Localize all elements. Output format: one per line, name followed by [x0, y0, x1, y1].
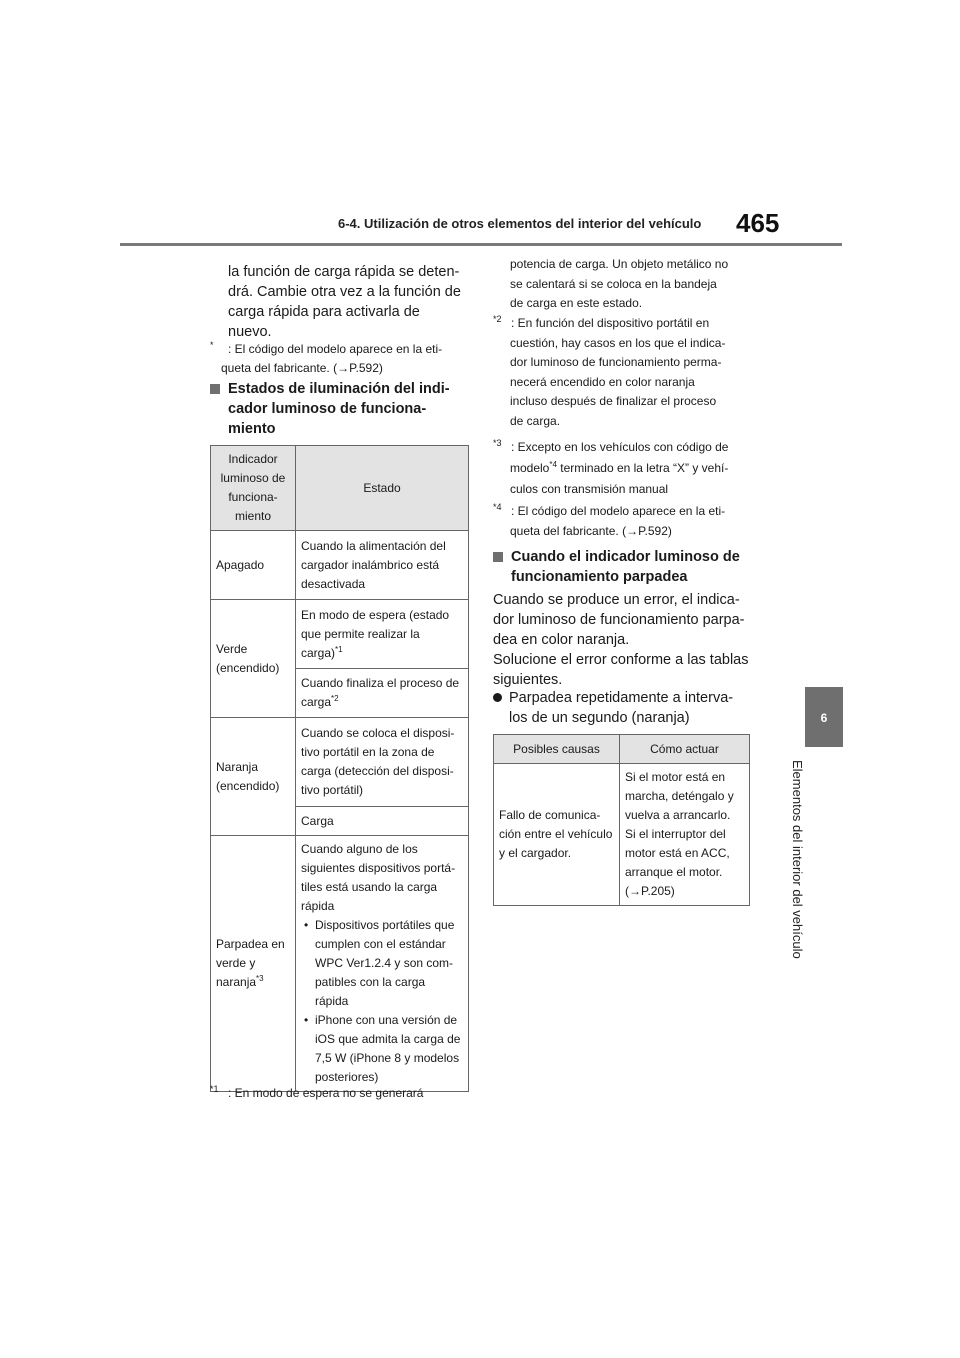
- list-item: • iPhone con una versión de iOS que admita la carga de 7,5 W (iPhone 8 y modelos posteriores): [301, 1011, 463, 1087]
- table-row: [211, 718, 469, 807]
- footnote-marker: *1: [210, 1084, 219, 1094]
- footnote-marker: *2: [493, 314, 502, 324]
- troubleshooting-table: [493, 734, 750, 906]
- footnote-text: queta del fabricante. (→P.592): [510, 523, 672, 538]
- table-row: [494, 764, 750, 906]
- table-header-causes: Posibles causas: [494, 735, 620, 764]
- table-row: [211, 531, 469, 600]
- table-header-action: Cómo actuar: [620, 735, 750, 764]
- footnote-3: [493, 437, 755, 500]
- table-header-state: Estado: [296, 446, 469, 531]
- indicator-states-table: [210, 445, 469, 1092]
- footnote-text: : El código del modelo aparece en la eti-: [511, 504, 726, 518]
- cause-cell: Fallo de comunica- ción entre el vehículo y el cargador.: [494, 764, 620, 906]
- state-desc: En modo de espera (estado que permite realizar la carga)$^{*1}$: [296, 600, 469, 669]
- section-heading-blinking: [493, 547, 755, 587]
- footnote-text: : En función del dispositivo portátil en: [511, 316, 710, 330]
- footnote-text: incluso después de finalizar el proceso: [510, 394, 717, 408]
- state-desc: Cuando alguno de los siguientes dispositivos portá- tiles está usando la carga rápida • Dispositivos portátiles que cumplen con el estándar WPC Ver1.2.4 y son com- patibles con la carga rápida • iPhone con una versión de iOS que admita la carga de 7,5 W (iPhone 8 y modelos posteriores): [296, 836, 469, 1092]
- state-label: Parpadea en verde y naranja$^{*3}$: [211, 836, 296, 1092]
- square-bullet-icon: [210, 384, 220, 394]
- section-heading-states: [210, 379, 472, 439]
- table-row: [211, 600, 469, 669]
- footnote-text: : En modo de espera no se generará: [228, 1086, 424, 1100]
- list-item: • Dispositivos portátiles que cumplen con el estándar WPC Ver1.2.4 y son com- patibles con la carga rápida: [301, 916, 463, 1011]
- state-desc: Cuando se coloca el disposi- tivo portátil en la zona de carga (detección del disposi- tivo portátil): [296, 718, 469, 807]
- text-line: dor luminoso de funcionamiento parpa-: [493, 612, 745, 628]
- footnote-text: modelo: [510, 461, 550, 475]
- text-line: la función de carga rápida se deten-: [228, 264, 460, 280]
- section-title: 6-4. Utilización de otros elementos del interior del vehículo: [338, 216, 702, 231]
- footnote-text: necerá encendido en color naranja: [510, 374, 695, 389]
- heading-line: Estados de iluminación del indi-: [228, 381, 450, 397]
- bullet-line: los de un segundo (naranja): [509, 710, 690, 726]
- table-header-indicator: Indicador luminoso de funciona- miento: [211, 446, 296, 531]
- page-number: 465: [736, 208, 780, 238]
- chapter-label: Elementos del interior del vehículo: [790, 760, 805, 959]
- footnote-marker: *3: [493, 438, 502, 448]
- footnote-text: de carga.: [510, 413, 561, 428]
- footnote-text: : Excepto en los vehículos con código de: [511, 440, 729, 454]
- state-label: Apagado: [211, 531, 296, 600]
- state-label: Naranja (encendido): [211, 718, 296, 836]
- footnote-4: [493, 502, 755, 541]
- footnote-text: queta del fabricante. (→P.592): [221, 361, 383, 375]
- text-line: Solucione el error conforme a las tablas: [493, 652, 749, 668]
- footnote-text: cuestión, hay casos en los que el indica-: [510, 335, 726, 350]
- text-line: se calentará si se coloca en la bandeja: [510, 276, 717, 291]
- text-line: Cuando se produce un error, el indica-: [493, 592, 740, 608]
- bullet-blinking-orange: [493, 688, 755, 728]
- state-desc: Cuando finaliza el proceso de carga$^{*2}$: [296, 669, 469, 718]
- footnote-text: dor luminoso de funcionamiento perma-: [510, 355, 722, 369]
- continued-paragraph: [228, 262, 473, 342]
- footnote-marker: *: [210, 340, 214, 350]
- footnote-marker: *4: [493, 502, 502, 512]
- text-line: nuevo.: [228, 324, 272, 340]
- heading-line: Cuando el indicador luminoso de: [511, 549, 740, 565]
- text-line: siguientes.: [493, 672, 563, 688]
- blinking-paragraph: [493, 590, 755, 690]
- round-bullet-icon: [493, 693, 502, 702]
- action-cell: Si el motor está en marcha, deténgalo y vuelva a arrancarlo. Si el interruptor del motor está en ACC, arranque el motor. (→P.205): [620, 764, 750, 906]
- heading-line: funcionamiento parpadea: [511, 569, 688, 585]
- text-line: drá. Cambie otra vez a la función de: [228, 284, 461, 300]
- square-bullet-icon: [493, 552, 503, 562]
- footnote-text: : El código del modelo aparece en la eti-: [228, 342, 443, 356]
- bullet-line: Parpadea repetidamente a interva-: [509, 690, 734, 706]
- footnote-star: [210, 340, 472, 378]
- footnote-1: [210, 1084, 472, 1103]
- text-line: dea en color naranja.: [493, 632, 630, 648]
- table-header-row: [494, 735, 750, 764]
- heading-line: cador luminoso de funciona-: [228, 401, 427, 417]
- page-reference-link[interactable]: (→P.205): [625, 884, 675, 898]
- table-row: [211, 836, 469, 1092]
- chapter-number: 6: [820, 711, 828, 725]
- footnote-1-continued: [510, 255, 755, 314]
- footnote-superscript: *4: [549, 460, 557, 469]
- state-desc: Carga: [296, 807, 469, 836]
- state-label: Verde (encendido): [211, 600, 296, 718]
- text-line: de carga en este estado.: [510, 296, 643, 310]
- text-line: carga rápida para activarla de: [228, 304, 420, 320]
- footnote-2: [493, 314, 755, 431]
- heading-line: miento: [228, 421, 276, 437]
- header-divider: [120, 243, 842, 246]
- table-header-row: [211, 446, 469, 531]
- text-line: potencia de carga. Un objeto metálico no: [510, 257, 729, 271]
- footnote-text: culos con transmisión manual: [510, 482, 669, 496]
- state-desc: Cuando la alimentación del cargador inalámbrico está desactivada: [296, 531, 469, 600]
- footnote-text: terminado en la letra “X” y vehí-: [556, 461, 729, 475]
